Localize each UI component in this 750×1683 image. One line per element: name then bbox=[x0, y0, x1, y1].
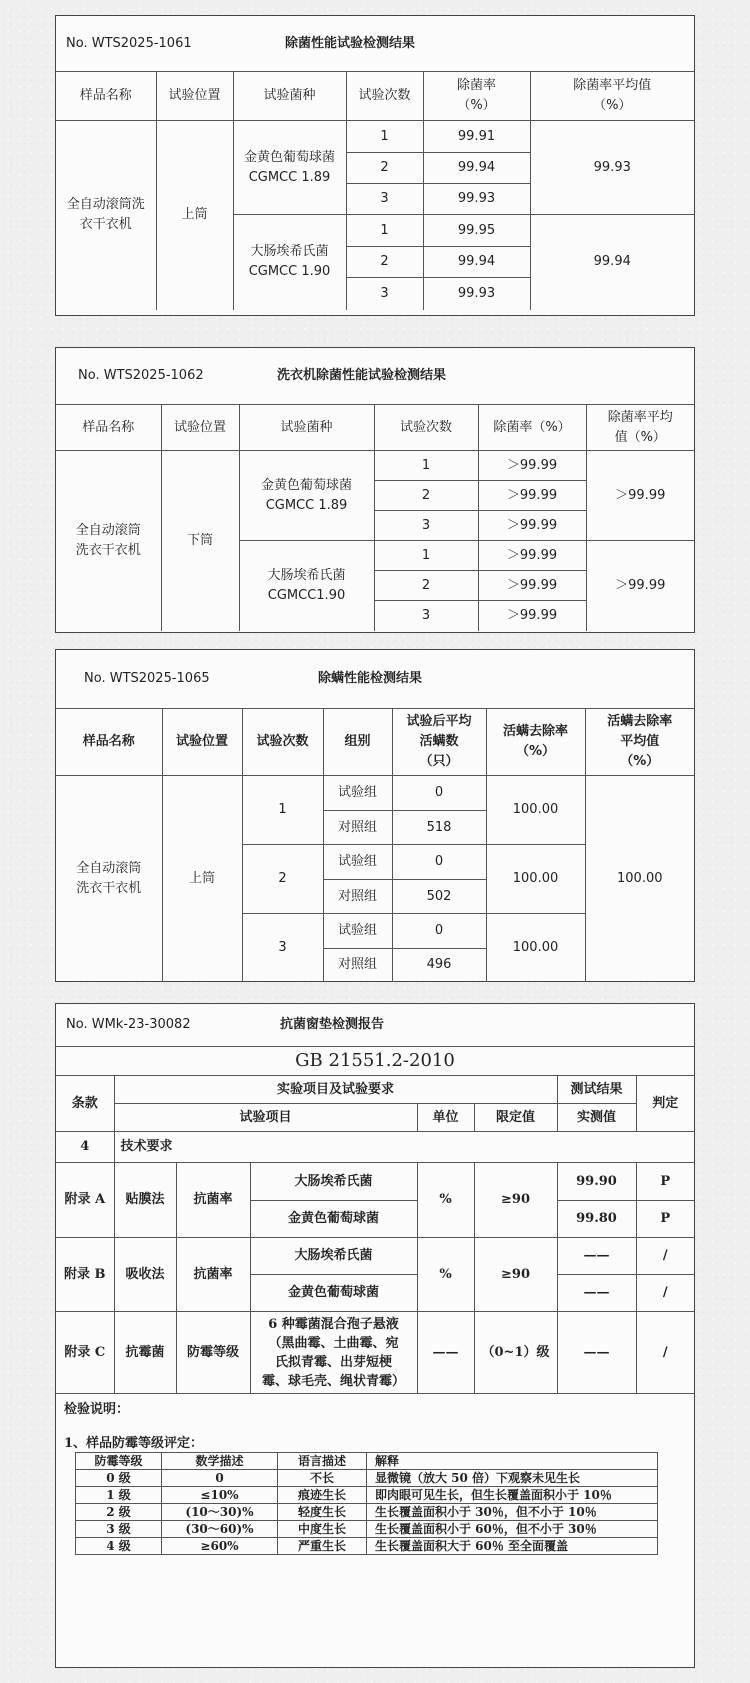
mite-avg-rate: 100.00 bbox=[585, 776, 694, 982]
report-number: No. WTS2025-1065 bbox=[84, 671, 210, 686]
table-1 bbox=[56, 71, 694, 310]
test-item: 防霉等级 bbox=[176, 1312, 250, 1394]
grade-math: (30～60)% bbox=[162, 1521, 278, 1538]
run-number: 1 bbox=[346, 215, 423, 247]
measured-value: 99.80 bbox=[557, 1201, 636, 1238]
test-position: 上筒 bbox=[156, 121, 233, 310]
table-3-header bbox=[56, 650, 694, 708]
avg-rate: 99.94 bbox=[530, 215, 694, 310]
notes-title: 检验说明： bbox=[64, 1402, 130, 1417]
col-header: 试验后平均 活螨数 （只） bbox=[392, 709, 486, 776]
run-number: 1 bbox=[346, 121, 423, 153]
report-title: 洗衣机除菌性能试验检测结果 bbox=[277, 368, 447, 383]
run-number: 1 bbox=[242, 776, 323, 845]
test-item: 抗菌率 bbox=[176, 1163, 250, 1238]
report-title: 除菌性能试验检测结果 bbox=[285, 35, 416, 51]
mite-count: 0 bbox=[392, 776, 486, 811]
strain: 金黄色葡萄球菌 bbox=[250, 1201, 417, 1238]
report-card-3 bbox=[55, 649, 695, 982]
run-number: 1 bbox=[374, 541, 478, 571]
grade-level: 1 级 bbox=[76, 1487, 162, 1504]
mite-count: 502 bbox=[392, 880, 486, 914]
mite-removal-rate: 100.00 bbox=[486, 776, 585, 845]
col-header: 试验次数 bbox=[346, 72, 423, 121]
sample-name: 全自动滚筒 洗衣干衣机 bbox=[56, 776, 162, 982]
mold-description: 6 种霉菌混合孢子悬液 （黑曲霉、土曲霉、宛 氏拟青霉、出芽短梗 霉、球毛壳、绳状青霉） bbox=[250, 1312, 417, 1394]
limit: （0~1）级 bbox=[474, 1312, 557, 1394]
avg-rate: ＞99.99 bbox=[586, 451, 694, 541]
col-header: 组别 bbox=[323, 709, 392, 776]
report-title: 抗菌窗垫检测报告 bbox=[280, 1017, 385, 1032]
avg-rate: 99.93 bbox=[530, 121, 694, 215]
col-header: 活螨去除率 平均值 （%） bbox=[585, 709, 694, 776]
grade-language: 中度生长 bbox=[278, 1521, 367, 1538]
report-number: No. WTS2025-1062 bbox=[78, 368, 204, 383]
standard-number: GB 21551.2-2010 bbox=[56, 1047, 694, 1076]
measured-value: 99.90 bbox=[557, 1163, 636, 1201]
method: 吸收法 bbox=[114, 1238, 176, 1312]
col-header-items: 实验项目及试验要求 bbox=[114, 1076, 557, 1104]
grade-level: 4 级 bbox=[76, 1538, 162, 1555]
mite-count: 0 bbox=[392, 914, 486, 949]
col-header: 除菌率（%） bbox=[478, 405, 586, 451]
col-header-result: 测试结果 bbox=[557, 1076, 636, 1104]
unit: —— bbox=[417, 1312, 474, 1394]
col-header-unit: 单位 bbox=[417, 1104, 474, 1132]
strain: 大肠埃希氏菌 bbox=[250, 1163, 417, 1201]
sample-name: 全自动滚筒 洗衣干衣机 bbox=[56, 451, 161, 631]
judgement: P bbox=[636, 1201, 694, 1238]
appendix-label: 附录 C bbox=[56, 1312, 114, 1394]
grade-level: 0 级 bbox=[76, 1470, 162, 1487]
col-header: 活螨去除率 （%） bbox=[486, 709, 585, 776]
grade-explanation: 即肉眼可见生长，但生长覆盖面积小于 10％ bbox=[367, 1487, 658, 1504]
report-card-4 bbox=[55, 1003, 695, 1668]
grade-col-header: 数学描述 bbox=[162, 1453, 278, 1470]
measured-value: —— bbox=[557, 1238, 636, 1275]
table-3 bbox=[56, 708, 694, 982]
col-header-clause: 条款 bbox=[56, 1076, 114, 1132]
table-4-header bbox=[56, 1004, 694, 1046]
grade-language: 严重生长 bbox=[278, 1538, 367, 1555]
strain: 大肠埃希氏菌 CGMCC1.90 bbox=[239, 541, 374, 631]
strain: 金黄色葡萄球菌 CGMCC 1.89 bbox=[239, 451, 374, 541]
col-header: 试验菌种 bbox=[233, 72, 346, 121]
grade-col-header: 防霉等级 bbox=[76, 1453, 162, 1470]
removal-rate: 99.94 bbox=[423, 247, 530, 278]
col-header: 试验次数 bbox=[374, 405, 478, 451]
grade-level: 3 级 bbox=[76, 1521, 162, 1538]
test-item: 抗菌率 bbox=[176, 1238, 250, 1312]
sample-name: 全自动滚筒洗 衣干衣机 bbox=[56, 121, 156, 310]
mite-count: 496 bbox=[392, 949, 486, 982]
removal-rate: ＞99.99 bbox=[478, 511, 586, 541]
run-number: 2 bbox=[346, 247, 423, 278]
col-header-measured: 实测值 bbox=[557, 1104, 636, 1132]
col-header-judge: 判定 bbox=[636, 1076, 694, 1132]
removal-rate: 99.91 bbox=[423, 121, 530, 153]
mite-count: 518 bbox=[392, 811, 486, 845]
removal-rate: 99.93 bbox=[423, 278, 530, 310]
appendix-label: 附录 A bbox=[56, 1163, 114, 1238]
col-header: 试验菌种 bbox=[239, 405, 374, 451]
removal-rate: ＞99.99 bbox=[478, 541, 586, 571]
grade-math: 0 bbox=[162, 1470, 278, 1487]
grade-math: ≥60% bbox=[162, 1538, 278, 1555]
strain: 金黄色葡萄球菌 CGMCC 1.89 bbox=[233, 121, 346, 215]
unit: % bbox=[417, 1163, 474, 1238]
grade-explanation: 显微镜（放大 50 倍）下观察未见生长 bbox=[367, 1470, 658, 1487]
run-number: 2 bbox=[374, 481, 478, 511]
limit: ≥90 bbox=[474, 1238, 557, 1312]
removal-rate: ＞99.99 bbox=[478, 481, 586, 511]
run-number: 3 bbox=[374, 511, 478, 541]
judgement: / bbox=[636, 1312, 694, 1394]
removal-rate: ＞99.99 bbox=[478, 601, 586, 631]
method: 贴膜法 bbox=[114, 1163, 176, 1238]
mold-grade-table bbox=[75, 1452, 658, 1555]
judgement: / bbox=[636, 1275, 694, 1312]
grade-language: 不长 bbox=[278, 1470, 367, 1487]
report-card-1 bbox=[55, 15, 695, 316]
group-label: 对照组 bbox=[323, 949, 392, 982]
run-number: 1 bbox=[374, 451, 478, 481]
run-number: 3 bbox=[346, 278, 423, 310]
table-4 bbox=[56, 1046, 694, 1394]
col-header: 试验位置 bbox=[162, 709, 242, 776]
notes-item-1: 1、样品防霉等级评定： bbox=[64, 1436, 204, 1451]
report-number: No. WMk-23-30082 bbox=[66, 1017, 191, 1032]
measured-value: —— bbox=[557, 1312, 636, 1394]
measured-value: —— bbox=[557, 1275, 636, 1312]
run-number: 3 bbox=[242, 914, 323, 982]
removal-rate: 99.94 bbox=[423, 153, 530, 184]
col-header: 试验位置 bbox=[156, 72, 233, 121]
col-header: 除菌率 （%） bbox=[423, 72, 530, 121]
mite-removal-rate: 100.00 bbox=[486, 845, 585, 914]
grade-math: ≤10% bbox=[162, 1487, 278, 1504]
avg-rate: ＞99.99 bbox=[586, 541, 694, 631]
grade-level: 2 级 bbox=[76, 1504, 162, 1521]
grade-language: 痕迹生长 bbox=[278, 1487, 367, 1504]
appendix-label: 附录 B bbox=[56, 1238, 114, 1312]
limit: ≥90 bbox=[474, 1163, 557, 1238]
col-header: 除菌率平均 值（%） bbox=[586, 405, 694, 451]
run-number: 3 bbox=[346, 184, 423, 215]
removal-rate: ＞99.99 bbox=[478, 571, 586, 601]
grade-col-header: 解释 bbox=[367, 1453, 658, 1470]
run-number: 2 bbox=[374, 571, 478, 601]
group-label: 试验组 bbox=[323, 776, 392, 811]
removal-rate: 99.95 bbox=[423, 215, 530, 247]
run-number: 2 bbox=[242, 845, 323, 914]
mite-removal-rate: 100.00 bbox=[486, 914, 585, 982]
removal-rate: 99.93 bbox=[423, 184, 530, 215]
judgement: P bbox=[636, 1163, 694, 1201]
test-position: 上筒 bbox=[162, 776, 242, 982]
tech-requirements: 技术要求 bbox=[114, 1132, 694, 1163]
method: 抗霉菌 bbox=[114, 1312, 176, 1394]
table-1-header bbox=[56, 16, 694, 71]
run-number: 3 bbox=[374, 601, 478, 631]
col-header: 样品名称 bbox=[56, 72, 156, 121]
unit: % bbox=[417, 1238, 474, 1312]
report-title: 除螨性能检测结果 bbox=[318, 671, 423, 686]
col-header: 样品名称 bbox=[56, 405, 161, 451]
report-number: No. WTS2025-1061 bbox=[66, 35, 192, 51]
strain: 金黄色葡萄球菌 bbox=[250, 1275, 417, 1312]
grade-math: (10～30)% bbox=[162, 1504, 278, 1521]
col-header-limit: 限定值 bbox=[474, 1104, 557, 1132]
grade-explanation: 生长覆盖面积大于 60％ 至全面覆盖 bbox=[367, 1538, 658, 1555]
strain: 大肠埃希氏菌 CGMCC 1.90 bbox=[233, 215, 346, 310]
strain: 大肠埃希氏菌 bbox=[250, 1238, 417, 1275]
col-header: 试验次数 bbox=[242, 709, 323, 776]
table-2-header bbox=[56, 348, 694, 404]
removal-rate: ＞99.99 bbox=[478, 451, 586, 481]
group-label: 对照组 bbox=[323, 811, 392, 845]
col-header: 样品名称 bbox=[56, 709, 162, 776]
group-label: 试验组 bbox=[323, 914, 392, 949]
col-header: 试验位置 bbox=[161, 405, 239, 451]
grade-explanation: 生长覆盖面积小于 30％，但不小于 10％ bbox=[367, 1504, 658, 1521]
col-header-item: 试验项目 bbox=[114, 1104, 417, 1132]
judgement: / bbox=[636, 1238, 694, 1275]
run-number: 2 bbox=[346, 153, 423, 184]
table-2 bbox=[56, 404, 694, 631]
mite-count: 0 bbox=[392, 845, 486, 880]
grade-col-header: 语言描述 bbox=[278, 1453, 367, 1470]
grade-language: 轻度生长 bbox=[278, 1504, 367, 1521]
group-label: 对照组 bbox=[323, 880, 392, 914]
test-position: 下筒 bbox=[161, 451, 239, 631]
report-card-2 bbox=[55, 347, 695, 633]
clause-number: 4 bbox=[56, 1132, 114, 1163]
grade-explanation: 生长覆盖面积小于 60％，但不小于 30％ bbox=[367, 1521, 658, 1538]
group-label: 试验组 bbox=[323, 845, 392, 880]
col-header: 除菌率平均值 （%） bbox=[530, 72, 694, 121]
inspection-notes bbox=[56, 1394, 694, 1450]
